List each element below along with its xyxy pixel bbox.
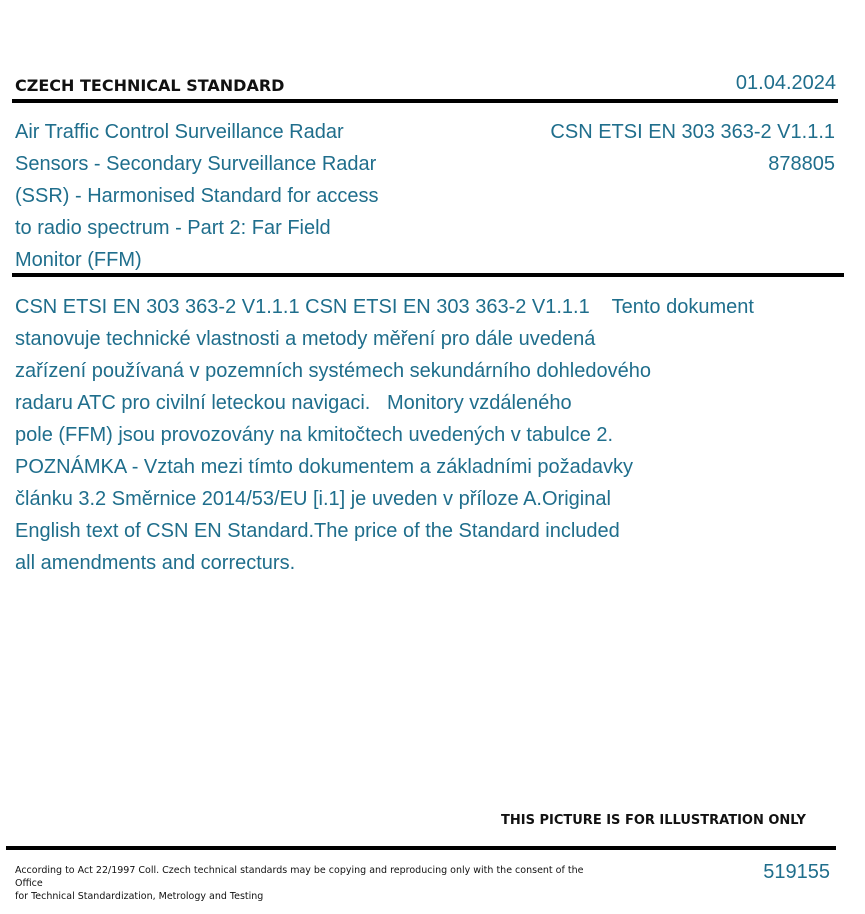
abstract-line: článku 3.2 Směrnice 2014/53/EU [i.1] je uveden v příloze A.Original: [15, 488, 611, 510]
header-date: 01.04.2024: [735, 72, 836, 94]
document-title: [15, 116, 415, 276]
top-divider: [12, 99, 838, 103]
abstract-line: POZNÁMKA - Vztah mezi tímto dokumentem a základními požadavky: [15, 456, 634, 478]
title-line: Sensors - Secondary Surveillance Radar: [15, 153, 377, 175]
illustration-note: THIS PICTURE IS FOR ILLUSTRATION ONLY: [501, 813, 806, 828]
header-label: CZECH TECHNICAL STANDARD: [15, 76, 285, 95]
standard-code: CSN ETSI EN 303 363-2 V1.1.1: [550, 121, 835, 143]
abstract-line: pole (FFM) jsou provozovány na kmitočtech uvedených v tabulce 2.: [15, 424, 614, 446]
catalog-number: 878805: [768, 153, 835, 175]
abstract-line: zařízení používaná v pozemních systémech sekundárního dohledového: [15, 360, 651, 382]
document-abstract: [15, 291, 815, 579]
title-line: (SSR) - Harmonised Standard for access: [15, 185, 379, 207]
title-line: Air Traffic Control Surveillance Radar: [15, 121, 344, 143]
legal-notice: [15, 864, 585, 903]
abstract-line: radaru ATC pro civilní leteckou navigaci. Monitory vzdáleného: [15, 392, 572, 414]
legal-line: According to Act 22/1997 Coll. Czech technical standards may be copying and reproducing only with the consent of the Office: [15, 865, 584, 889]
title-line: to radio spectrum - Part 2: Far Field: [15, 217, 331, 239]
abstract-line: all amendments and correcturs.: [15, 552, 296, 574]
document-identifiers: [550, 116, 835, 180]
title-line: Monitor (FFM): [15, 249, 142, 271]
abstract-line: stanovuje technické vlastnosti a metody měření pro dále uvedená: [15, 328, 596, 350]
legal-line: for Technical Standardization, Metrology and Testing: [15, 891, 264, 902]
abstract-line: CSN ETSI EN 303 363-2 V1.1.1 CSN ETSI EN 303 363-2 V1.1.1 Tento dokument: [15, 296, 754, 318]
abstract-line: English text of CSN EN Standard.The price of the Standard included: [15, 520, 620, 542]
bottom-divider: [6, 846, 836, 850]
footer-number: 519155: [763, 861, 830, 883]
middle-divider: [12, 273, 844, 277]
